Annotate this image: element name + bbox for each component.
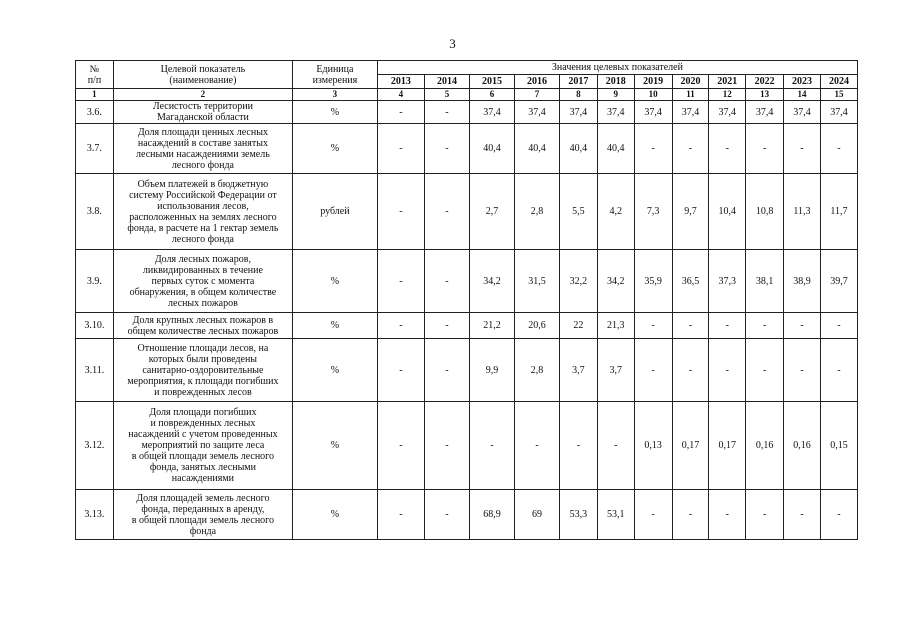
indicator-name: Лесистость территории Магаданской области (113, 101, 292, 124)
value-cell: 68,9 (469, 490, 514, 540)
value-cell: 2,8 (514, 339, 559, 402)
column-number: 3 (292, 89, 377, 101)
value-cell: 9,9 (469, 339, 514, 402)
value-cell: - (634, 490, 672, 540)
column-number: 12 (709, 89, 746, 101)
value-cell: 53,3 (560, 490, 598, 540)
column-number: 14 (784, 89, 821, 101)
table-row (76, 174, 858, 250)
value-cell: 0,15 (820, 402, 857, 490)
value-cell: 21,2 (469, 313, 514, 339)
value-cell: 38,9 (784, 250, 821, 313)
value-cell: - (377, 402, 424, 490)
header-num: № п/п (76, 61, 114, 89)
header-unit: Единица измерения (292, 61, 377, 89)
value-cell: - (377, 339, 424, 402)
value-cell: - (746, 124, 784, 174)
indicator-name: Доля площадей земель лесного фонда, переданных в аренду, в общей площади земель лесного фонда (113, 490, 292, 540)
value-cell: 34,2 (469, 250, 514, 313)
value-cell: 38,1 (746, 250, 784, 313)
value-cell: - (377, 313, 424, 339)
column-number: 9 (597, 89, 634, 101)
unit-cell: % (292, 124, 377, 174)
column-number: 5 (424, 89, 469, 101)
value-cell: 0,17 (672, 402, 709, 490)
value-cell: - (820, 124, 857, 174)
value-cell: 22 (560, 313, 598, 339)
year-header: 2018 (597, 75, 634, 89)
unit-cell: % (292, 339, 377, 402)
value-cell: - (784, 339, 821, 402)
column-number: 11 (672, 89, 709, 101)
value-cell: - (634, 313, 672, 339)
value-cell: 40,4 (597, 124, 634, 174)
unit-cell: рублей (292, 174, 377, 250)
value-cell: 69 (514, 490, 559, 540)
column-number: 1 (76, 89, 114, 101)
value-cell: 37,4 (672, 101, 709, 124)
value-cell: 37,4 (746, 101, 784, 124)
value-cell: 37,4 (709, 101, 746, 124)
value-cell: 37,4 (784, 101, 821, 124)
table-row (76, 101, 858, 124)
value-cell: - (820, 490, 857, 540)
value-cell: - (746, 339, 784, 402)
value-cell: - (560, 402, 598, 490)
value-cell: 37,3 (709, 250, 746, 313)
value-cell: - (820, 313, 857, 339)
value-cell: - (514, 402, 559, 490)
year-header: 2017 (560, 75, 598, 89)
value-cell: 37,4 (820, 101, 857, 124)
value-cell: 39,7 (820, 250, 857, 313)
row-number: 3.11. (76, 339, 114, 402)
value-cell: 0,13 (634, 402, 672, 490)
year-header: 2020 (672, 75, 709, 89)
column-number: 6 (469, 89, 514, 101)
value-cell: 34,2 (597, 250, 634, 313)
header-values-group: Значения целевых показателей (377, 61, 857, 75)
value-cell: - (424, 490, 469, 540)
value-cell: - (377, 124, 424, 174)
value-cell: 10,4 (709, 174, 746, 250)
value-cell: 7,3 (634, 174, 672, 250)
header-indicator: Целевой показатель (наименование) (113, 61, 292, 89)
value-cell: 37,4 (469, 101, 514, 124)
value-cell: - (634, 124, 672, 174)
value-cell: - (709, 313, 746, 339)
value-cell: - (377, 174, 424, 250)
year-header: 2013 (377, 75, 424, 89)
table-row (76, 402, 858, 490)
value-cell: 0,16 (746, 402, 784, 490)
value-cell: 2,8 (514, 174, 559, 250)
year-header: 2022 (746, 75, 784, 89)
unit-cell: % (292, 250, 377, 313)
unit-cell: % (292, 402, 377, 490)
value-cell: 21,3 (597, 313, 634, 339)
year-header: 2023 (784, 75, 821, 89)
indicators-table (75, 60, 858, 540)
value-cell: 40,4 (514, 124, 559, 174)
value-cell: - (469, 402, 514, 490)
value-cell: - (424, 313, 469, 339)
value-cell: - (672, 124, 709, 174)
table-row (76, 339, 858, 402)
value-cell: 11,3 (784, 174, 821, 250)
year-header: 2019 (634, 75, 672, 89)
value-cell: 11,7 (820, 174, 857, 250)
column-number: 10 (634, 89, 672, 101)
value-cell: 37,4 (634, 101, 672, 124)
value-cell: - (820, 339, 857, 402)
unit-cell: % (292, 101, 377, 124)
indicator-name: Объем платежей в бюджетную систему Российской Федерации от использования лесов, расположенных на землях лесного фонда, в расчете на 1 гектар земель лесного фонда (113, 174, 292, 250)
value-cell: 10,8 (746, 174, 784, 250)
indicator-name: Отношение площади лесов, на которых были проведены санитарно-оздоровительные мероприятия, к площади погибших и поврежденных лесов (113, 339, 292, 402)
value-cell: - (377, 101, 424, 124)
year-header: 2024 (820, 75, 857, 89)
row-number: 3.9. (76, 250, 114, 313)
value-cell: - (784, 490, 821, 540)
indicator-name: Доля площади погибших и поврежденных лесных насаждений с учетом проведенных мероприятий по защите леса в общей площади земель лесного фонда, занятых лесными насаждениями (113, 402, 292, 490)
value-cell: 20,6 (514, 313, 559, 339)
indicator-name: Доля лесных пожаров, ликвидированных в течение первых суток с момента обнаружения, в общем количестве лесных пожаров (113, 250, 292, 313)
value-cell: 36,5 (672, 250, 709, 313)
row-number: 3.8. (76, 174, 114, 250)
value-cell: - (597, 402, 634, 490)
value-cell: 0,17 (709, 402, 746, 490)
year-header: 2014 (424, 75, 469, 89)
year-header: 2016 (514, 75, 559, 89)
year-header: 2015 (469, 75, 514, 89)
value-cell: - (784, 313, 821, 339)
table-row (76, 313, 858, 339)
column-number: 7 (514, 89, 559, 101)
value-cell: - (746, 490, 784, 540)
value-cell: 31,5 (514, 250, 559, 313)
row-number: 3.6. (76, 101, 114, 124)
value-cell: 53,1 (597, 490, 634, 540)
row-number: 3.7. (76, 124, 114, 174)
value-cell: - (424, 339, 469, 402)
indicator-name: Доля площади ценных лесных насаждений в составе занятых лесными насаждениями земель лесного фонда (113, 124, 292, 174)
value-cell: - (709, 124, 746, 174)
value-cell: 2,7 (469, 174, 514, 250)
column-number: 8 (560, 89, 598, 101)
year-header: 2021 (709, 75, 746, 89)
column-number: 4 (377, 89, 424, 101)
table-row (76, 250, 858, 313)
value-cell: - (709, 339, 746, 402)
value-cell: - (424, 402, 469, 490)
value-cell: - (424, 250, 469, 313)
value-cell: - (424, 174, 469, 250)
row-number: 3.10. (76, 313, 114, 339)
value-cell: 9,7 (672, 174, 709, 250)
column-number: 15 (820, 89, 857, 101)
value-cell: 37,4 (597, 101, 634, 124)
indicator-name: Доля крупных лесных пожаров в общем количестве лесных пожаров (113, 313, 292, 339)
value-cell: - (377, 250, 424, 313)
value-cell: 37,4 (514, 101, 559, 124)
value-cell: - (746, 313, 784, 339)
value-cell: 0,16 (784, 402, 821, 490)
row-number: 3.12. (76, 402, 114, 490)
value-cell: 40,4 (560, 124, 598, 174)
column-number-row (76, 89, 858, 101)
value-cell: - (424, 101, 469, 124)
value-cell: 35,9 (634, 250, 672, 313)
value-cell: 32,2 (560, 250, 598, 313)
page-number: 3 (449, 36, 456, 51)
value-cell: - (709, 490, 746, 540)
value-cell: - (634, 339, 672, 402)
unit-cell: % (292, 490, 377, 540)
value-cell: - (672, 490, 709, 540)
row-number: 3.13. (76, 490, 114, 540)
value-cell: 40,4 (469, 124, 514, 174)
value-cell: 3,7 (560, 339, 598, 402)
value-cell: 5,5 (560, 174, 598, 250)
value-cell: - (672, 313, 709, 339)
column-number: 2 (113, 89, 292, 101)
value-cell: 37,4 (560, 101, 598, 124)
value-cell: 3,7 (597, 339, 634, 402)
value-cell: 4,2 (597, 174, 634, 250)
value-cell: - (424, 124, 469, 174)
value-cell: - (672, 339, 709, 402)
table-row (76, 124, 858, 174)
column-number: 13 (746, 89, 784, 101)
value-cell: - (377, 490, 424, 540)
value-cell: - (784, 124, 821, 174)
unit-cell: % (292, 313, 377, 339)
table-row (76, 490, 858, 540)
